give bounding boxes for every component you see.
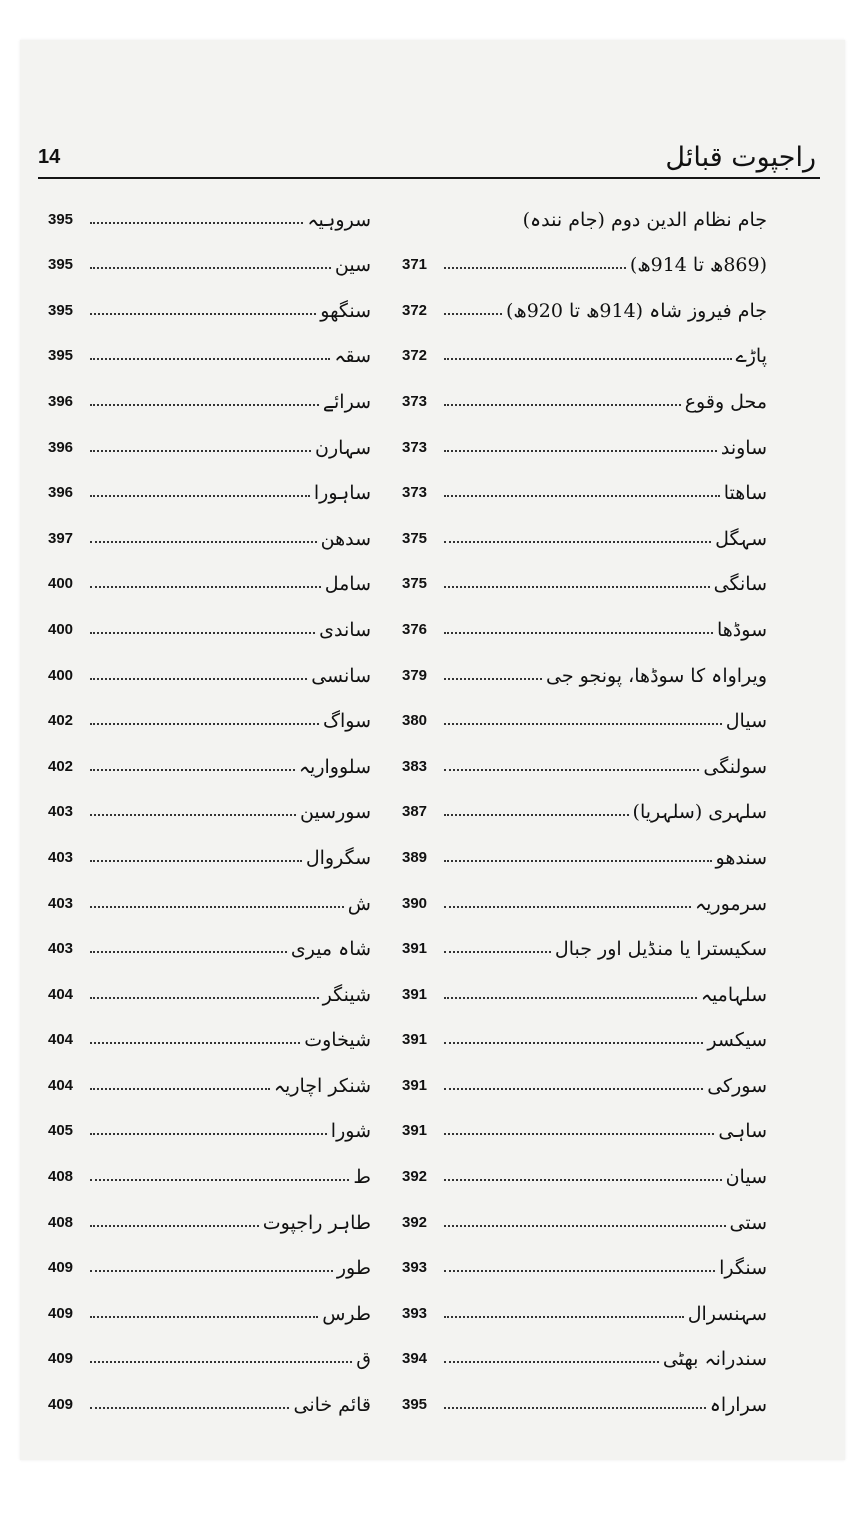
toc-entry-page: 373: [402, 392, 428, 410]
toc-entry-title: سیکسر: [707, 1029, 767, 1052]
dot-leader: [444, 1224, 726, 1227]
toc-entry: [48, 1237, 371, 1283]
toc-entry: [402, 1100, 767, 1146]
toc-entry-page: 390: [402, 894, 428, 912]
dot-leader: [444, 1041, 703, 1044]
toc-entry-page: 393: [402, 1304, 428, 1322]
toc-entry-page: 375: [402, 529, 428, 547]
toc-entry: [402, 1145, 767, 1191]
toc-entry: [48, 553, 371, 599]
toc-entry-title: ط: [353, 1166, 371, 1189]
toc-entry-page: 409: [48, 1259, 74, 1277]
toc-entry-page: 391: [402, 1076, 428, 1094]
dot-leader: [90, 540, 317, 543]
toc-entry-title: شورا: [330, 1120, 371, 1143]
dot-leader: [444, 859, 712, 862]
toc-entry: [402, 1373, 767, 1419]
toc-entry-page: 375: [402, 575, 428, 593]
dot-leader: [90, 905, 344, 908]
toc-entry-page: 396: [48, 392, 74, 410]
dot-leader: [444, 357, 732, 360]
toc-entry-page: 373: [402, 484, 428, 502]
toc-entry-page: 396: [48, 438, 74, 456]
toc-entry-title: سہگل: [715, 527, 767, 550]
toc-entry-title: (869ھ تا 914ھ): [629, 254, 767, 277]
toc-entry-title: ق: [356, 1348, 371, 1371]
dot-leader: [90, 312, 316, 315]
dot-leader: [90, 950, 287, 953]
dot-leader: [444, 223, 519, 224]
toc-entry: [48, 416, 371, 462]
dot-leader: [444, 403, 681, 406]
toc-entry-title: سکیسترا یا منڈیل اور جبال: [554, 938, 767, 961]
toc-entry-page: 403: [48, 940, 74, 958]
toc-entry-page: 376: [402, 620, 428, 638]
page-header: [38, 125, 820, 175]
toc-entry: [402, 1054, 767, 1100]
dot-leader: [90, 266, 331, 269]
toc-entry: [48, 1328, 371, 1374]
dot-leader: [90, 1087, 270, 1090]
toc-entry-title: ساہورا: [313, 482, 371, 505]
toc-entry: [402, 598, 767, 644]
toc-entry-title: سیان: [725, 1166, 767, 1189]
toc-entry: [48, 826, 371, 872]
dot-leader: [444, 1360, 659, 1363]
dot-leader: [444, 449, 717, 452]
toc-entry: [48, 1145, 371, 1191]
toc-entry-page: 408: [48, 1168, 74, 1186]
toc-entry-page: 393: [402, 1259, 428, 1277]
toc-entry-page: 387: [402, 803, 428, 821]
toc-entry: [402, 462, 767, 508]
dot-leader: [90, 631, 315, 634]
dot-leader: [90, 403, 319, 406]
dot-leader: [444, 722, 722, 725]
running-title: راجپوت قبائل: [665, 142, 816, 173]
toc-entry: [48, 735, 371, 781]
toc-entry-title: سورکی: [707, 1074, 767, 1097]
toc-entry: [402, 279, 767, 325]
toc-entry-page: 395: [48, 301, 74, 319]
toc-entry-title: طور: [336, 1257, 371, 1280]
dot-leader: [444, 677, 542, 680]
dot-leader: [444, 266, 626, 269]
dot-leader: [444, 540, 711, 543]
toc-entry: [48, 872, 371, 918]
toc-entry-title: ستی: [729, 1211, 767, 1234]
dot-leader: [90, 1406, 289, 1409]
toc-entry: [48, 188, 371, 234]
toc-entry-title: قائم خانی: [293, 1394, 371, 1417]
toc-entry: [402, 553, 767, 599]
toc-entry-page: 409: [48, 1396, 74, 1414]
toc-entry-title: شینگر: [322, 983, 371, 1006]
toc-entry-title: سرائے: [322, 390, 371, 413]
dot-leader: [444, 950, 551, 953]
toc-entry: [48, 1191, 371, 1237]
toc-entry-page: 395: [48, 210, 74, 228]
toc-entry-page: 391: [402, 940, 428, 958]
dot-leader: [90, 859, 302, 862]
toc-entry-title: سدھن: [320, 527, 371, 550]
dot-leader: [90, 357, 330, 360]
toc-entry-page: 391: [402, 1031, 428, 1049]
toc-entry-title: سرموریہ: [695, 892, 767, 915]
toc-entry: [402, 1191, 767, 1237]
toc-entry-page: 400: [48, 666, 74, 684]
toc-entry: [48, 598, 371, 644]
toc-entry: [402, 735, 767, 781]
toc-entry-page: 404: [48, 1031, 74, 1049]
toc-entry-title: سین: [334, 254, 371, 277]
toc-entry-page: 373: [402, 438, 428, 456]
dot-leader: [90, 585, 321, 588]
toc-entry: [402, 1328, 767, 1374]
toc-entry-title: سلہری (سلہریا): [632, 801, 767, 824]
dot-leader: [444, 1132, 714, 1135]
dot-leader: [90, 1132, 327, 1135]
toc-entry: [402, 234, 767, 280]
dot-leader: [444, 1269, 715, 1272]
toc-entry-page: 371: [402, 256, 428, 274]
toc-column-right: [402, 188, 767, 1419]
toc-entry-page: 402: [48, 712, 74, 730]
toc-entry-page: 402: [48, 757, 74, 775]
dot-leader: [90, 494, 310, 497]
dot-leader: [444, 1178, 722, 1181]
toc-entry: [402, 690, 767, 736]
toc-entry-title: سراراہ: [709, 1394, 767, 1417]
toc-entry-title: ویراواہ کا سوڈھا، پونجو جی: [546, 664, 767, 687]
toc-entry-page: 400: [48, 620, 74, 638]
toc-entry: [48, 644, 371, 690]
toc-entry-page: 403: [48, 894, 74, 912]
toc-entry-title: سگروال: [305, 846, 371, 869]
toc-entry-page: 372: [402, 347, 428, 365]
dot-leader: [90, 221, 303, 224]
dot-leader: [444, 312, 502, 315]
toc-entry-title: سامل: [324, 573, 371, 596]
dot-leader: [90, 449, 311, 452]
toc-entry-title: شنکر اچاریہ: [273, 1074, 371, 1097]
toc-entry: [402, 188, 767, 234]
dot-leader: [90, 1178, 349, 1181]
toc-entry: [48, 690, 371, 736]
dot-leader: [444, 1406, 706, 1409]
toc-entry-page: 392: [402, 1213, 428, 1231]
toc-entry-page: 395: [48, 347, 74, 365]
toc-entry-title: محل وقوع: [684, 390, 767, 413]
toc-entry: [48, 918, 371, 964]
toc-entry-page: [402, 228, 438, 234]
toc-entry-title: سلوواریہ: [298, 755, 371, 778]
toc-entry: [402, 781, 767, 827]
toc-entry-page: 391: [402, 1122, 428, 1140]
toc-entry-title: سواگ: [322, 710, 371, 733]
toc-entry-page: 379: [402, 666, 428, 684]
toc-entry: [402, 963, 767, 1009]
toc-entry-title: جام نظام الدین دوم (جام نندہ): [522, 208, 767, 231]
dot-leader: [90, 1041, 300, 1044]
toc-entry-title: سنگھو: [320, 299, 371, 322]
toc-entry-page: 396: [48, 484, 74, 502]
dot-leader: [444, 813, 629, 816]
toc-entry: [402, 644, 767, 690]
toc-entry-title: سانسی: [311, 664, 371, 687]
toc-entry: [48, 1282, 371, 1328]
toc-entry-page: 397: [48, 529, 74, 547]
toc-entry: [48, 1009, 371, 1055]
toc-entry-page: 395: [402, 1396, 428, 1414]
dot-leader: [444, 631, 713, 634]
toc-entry-page: 403: [48, 848, 74, 866]
toc-entry: [48, 370, 371, 416]
dot-leader: [90, 996, 319, 999]
dot-leader: [90, 1269, 333, 1272]
toc-entry: [402, 507, 767, 553]
header-rule: [38, 177, 820, 179]
dot-leader: [444, 905, 691, 908]
toc-entry: [402, 918, 767, 964]
toc-entry-title: طاہر راجپوت: [262, 1211, 371, 1234]
toc-entry-title: پاڑے: [735, 345, 767, 368]
dot-leader: [90, 1360, 352, 1363]
toc-column-left: [48, 188, 371, 1419]
toc-entry-page: 409: [48, 1350, 74, 1368]
toc-entry-title: سوڈھا: [716, 618, 767, 641]
toc-entry: [402, 872, 767, 918]
toc-entry-title: سہارن: [315, 436, 371, 459]
toc-entry: [48, 1373, 371, 1419]
toc-entry: [48, 462, 371, 508]
toc-entry: [48, 507, 371, 553]
toc-entry: [402, 1237, 767, 1283]
toc-entry-title: سانگی: [713, 573, 767, 596]
toc-entry: [48, 1054, 371, 1100]
toc-entry-page: 409: [48, 1304, 74, 1322]
toc-entry-title: ساوند: [720, 436, 767, 459]
toc-entry: [402, 416, 767, 462]
dot-leader: [90, 1315, 318, 1318]
dot-leader: [90, 722, 319, 725]
toc-entry-page: 405: [48, 1122, 74, 1140]
toc-entry-page: 404: [48, 985, 74, 1003]
dot-leader: [90, 677, 307, 680]
toc-entry-title: ش: [347, 892, 371, 915]
toc-entry: [48, 1100, 371, 1146]
toc-entry-title: سورسین: [299, 801, 371, 824]
dot-leader: [444, 585, 710, 588]
toc-entry-title: ساھتا: [723, 482, 767, 505]
dot-leader: [444, 768, 699, 771]
toc-entry-page: 380: [402, 712, 428, 730]
toc-entry-title: سہنسرال: [687, 1302, 767, 1325]
toc-entry: [48, 781, 371, 827]
toc-entry-page: 404: [48, 1076, 74, 1094]
toc-entry-title: ساہی: [718, 1120, 767, 1143]
toc-entry-title: طرس: [322, 1302, 371, 1325]
toc-entry-page: 392: [402, 1168, 428, 1186]
toc-entry-title: سندھو: [715, 846, 767, 869]
toc-entry-title: سلہامیہ: [700, 983, 767, 1006]
toc-entry: [48, 325, 371, 371]
toc-entry: [48, 963, 371, 1009]
toc-entry-page: 400: [48, 575, 74, 593]
toc-entry-page: 395: [48, 256, 74, 274]
toc-entry: [402, 1009, 767, 1055]
toc-entry-page: 408: [48, 1213, 74, 1231]
toc-entry-page: 389: [402, 848, 428, 866]
toc-entry-page: 372: [402, 301, 428, 319]
toc-entry-page: 403: [48, 803, 74, 821]
toc-entry-page: 383: [402, 757, 428, 775]
toc-entry-title: سندرانہ بھٹی: [662, 1348, 767, 1371]
toc-entry-title: سیال: [725, 710, 767, 733]
toc-entry-page: 391: [402, 985, 428, 1003]
toc-entry-title: شاہ میری: [290, 938, 371, 961]
page-number: 14: [38, 146, 61, 168]
toc-entry-title: سروہیہ: [307, 208, 371, 231]
dot-leader: [444, 996, 697, 999]
toc-entry: [48, 279, 371, 325]
dot-leader: [444, 494, 720, 497]
toc-entry-page: 394: [402, 1350, 428, 1368]
toc-entry: [402, 826, 767, 872]
toc-entry: [48, 234, 371, 280]
toc-entry-title: سولنگی: [703, 755, 767, 778]
toc-entry: [402, 370, 767, 416]
dot-leader: [444, 1087, 703, 1090]
toc-entry-title: سنگرا: [719, 1257, 767, 1280]
dot-leader: [90, 813, 296, 816]
toc-entry: [402, 1282, 767, 1328]
toc-entry: [402, 325, 767, 371]
dot-leader: [90, 768, 295, 771]
toc-entry-title: ساندی: [319, 618, 371, 641]
toc-entry-title: جام فیروز شاہ (914ھ تا 920ھ): [506, 299, 767, 322]
dot-leader: [90, 1224, 259, 1227]
toc-entry-title: سقہ: [334, 345, 371, 368]
dot-leader: [444, 1315, 684, 1318]
toc-entry-title: شیخاوت: [304, 1029, 371, 1052]
